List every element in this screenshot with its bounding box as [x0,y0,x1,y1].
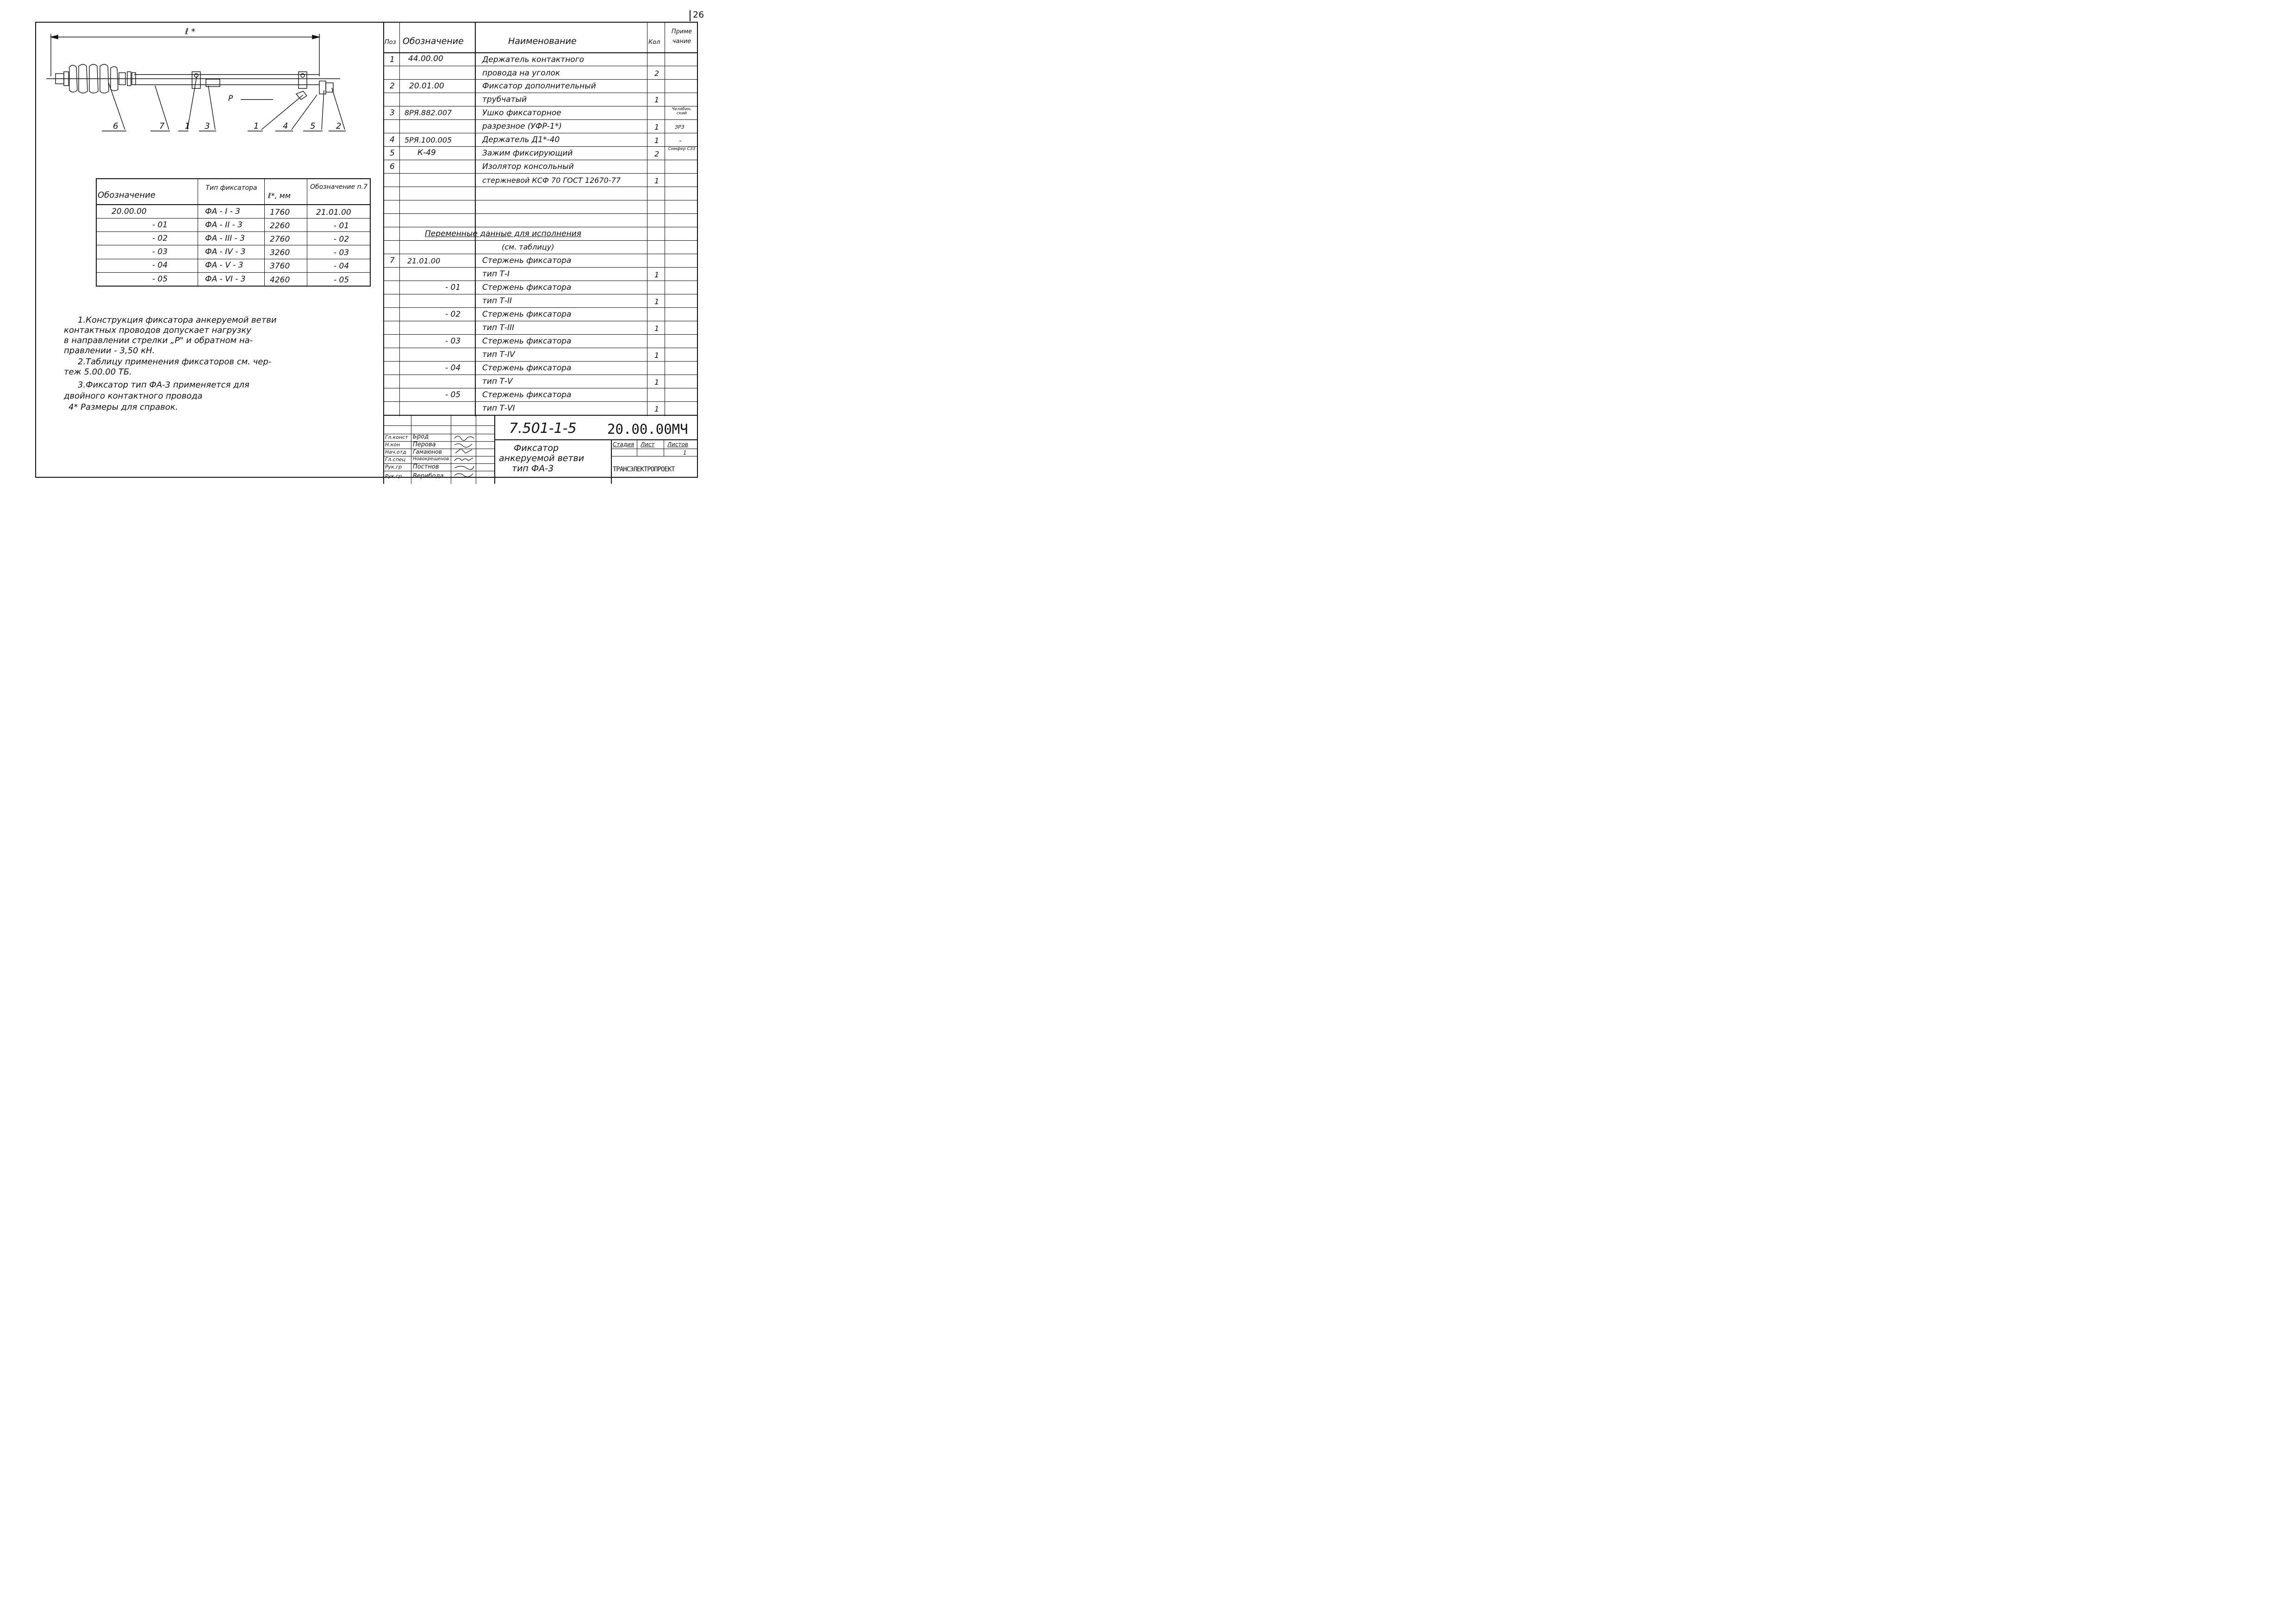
spec-r8-pos: 6 [390,162,395,171]
spec-r5-note: ЗРЗ [675,124,684,130]
vt-r2-c3: - 02 [334,235,349,244]
callout-7: 7 [159,121,165,131]
sheet-number-divider [690,10,691,21]
spec-r17-name: Стержень фиксатора [482,283,572,292]
spec-r19-name: Стержень фиксатора [482,310,572,319]
callout-5: 5 [310,121,316,131]
spec-r14-name: (см. таблицу) [502,243,554,251]
callout-1a: 1 [185,121,190,131]
spec-r18-name: тип Т-II [482,296,512,306]
vt-r1-c3: - 01 [334,221,349,231]
spec-header-qty: Кол [648,39,660,46]
spec-r6-name: Держатель Д1*-40 [482,135,560,144]
note-line-1: 1.Конструкция фиксатора анкеруемой ветви [78,315,277,325]
spec-r16-qty: 1 [654,270,660,279]
title-block [383,415,698,484]
title-name-3: тип ФА-3 [512,463,554,474]
spec-r22-qty: 1 [654,351,660,360]
signature-scribbles [452,433,476,483]
title-name-2: анкеруемой ветви [499,453,585,463]
vt-header-designation: Обозначение [98,190,156,200]
spec-r6-designation: 5РЯ.100.005 [404,136,452,144]
spec-r21-name: Стержень фиксатора [482,337,572,346]
spec-r15-designation: 21.01.00 [407,256,441,265]
spec-r5-name: разрезное (УФР-1*) [482,122,562,131]
spec-header-designation: Обозначение [403,36,464,46]
sig-role-2: Н.кон [385,442,400,448]
vt-r4-c1: ФА - V - 3 [205,261,243,270]
callout-1b: 1 [254,121,259,131]
spec-r15-pos: 7 [390,256,395,265]
sheet-number: 26 [693,10,704,20]
vt-header-rod: Обозначение п.7 [310,183,368,191]
spec-r17-designation: - 01 [445,283,461,292]
spec-r16-name: тип Т-I [482,269,510,279]
callout-2: 2 [336,121,342,131]
sig-name-1: Брод [413,433,429,440]
spec-r25-name: Стержень фиксатора [482,390,572,400]
spec-r13-name: Переменные данные для исполнения [425,229,581,238]
document-number: 20.00.00МЧ [607,421,688,437]
spec-r4-name: Ушко фиксаторное [482,108,561,118]
note-line-6: теж 5.00.00 ТБ. [64,367,132,377]
vt-r0-c0: 20.00.00 [112,207,147,216]
vt-r3-c0: - 03 [152,247,168,256]
vt-header-type: Тип фиксатора [205,184,257,192]
spec-r7-note: Симфер СЗЗ [668,147,696,151]
spec-r9-name: стержневой КСФ 70 ГОСТ 12670-77 [482,176,621,185]
vt-r3-c3: - 03 [334,248,349,257]
spec-header-note: Приме чание [671,28,692,45]
spec-r2-designation: 20.01.00 [409,81,444,91]
note-line-2: контактных проводов допускает нагрузку [64,325,251,335]
sig-role-6: Рук.гр [385,473,402,479]
vt-r2-c1: ФА - III - 3 [205,234,245,243]
callout-3: 3 [205,121,210,131]
spec-r6-note: „ [679,137,682,143]
note-line-5: 2.Таблицу применения фиксаторов см. чер- [78,357,272,367]
sig-name-5: Постнов [413,463,439,470]
spec-r2-name: Фиксатор дополнительный [482,81,596,91]
vt-r0-c2: 1760 [270,208,290,217]
spec-r8-name: Изолятор консольный [482,162,574,171]
vt-r4-c3: - 04 [334,262,349,271]
vt-header-length: ℓ*, мм [268,191,291,200]
spec-r5-qty: 1 [654,123,660,131]
organization: ТРАНСЭЛЕКТРОПРОЕКТ [613,466,675,473]
vt-r0-c1: ФА - I - 3 [205,207,240,216]
spec-r4-pos: 3 [390,108,395,118]
vt-r2-c0: - 02 [152,234,168,243]
sheet-label: Лист [641,441,655,448]
spec-r24-qty: 1 [654,378,660,387]
note-line-8: двойного контактного провода [64,391,203,401]
callout-4: 4 [283,121,288,131]
spec-r6-qty: 1 [654,136,660,145]
variants-table [96,178,371,287]
vt-r5-c2: 4260 [270,275,290,285]
spec-r1-name: провода на уголок [482,69,560,78]
spec-r1-qty: 2 [654,69,660,78]
callout-6: 6 [113,121,118,131]
vt-r1-c2: 2260 [270,221,290,231]
sig-name-6: Верибода [413,473,444,480]
vt-r4-c2: 3760 [270,262,290,271]
spec-r7-name: Зажим фиксирующий [482,149,573,158]
vt-r5-c0: - 05 [152,275,168,284]
spec-r3-name: трубчатый [482,95,527,104]
vt-r1-c0: - 01 [152,220,168,230]
spec-r7-pos: 5 [390,149,395,158]
spec-r26-qty: 1 [654,405,660,413]
frame-left [35,22,36,478]
spec-r4-note: Челябин. ский [672,107,692,116]
sig-role-4: Гл.спец [385,456,406,462]
sig-role-5: Рук.гр [385,464,402,470]
specification-table [383,22,698,416]
title-name-1: Фиксатор [514,443,559,453]
sheets-label: Листов [667,441,688,448]
spec-r20-name: тип Т-III [482,323,515,332]
vt-r5-c3: - 05 [334,275,349,285]
spec-r7-designation: К-49 [417,148,436,157]
spec-r3-qty: 1 [654,95,660,104]
spec-r25-designation: - 05 [445,390,461,400]
note-line-9: 4* Размеры для справок. [68,402,178,412]
vt-r4-c0: - 04 [152,261,168,270]
spec-r23-name: Стержень фиксатора [482,363,572,373]
spec-r7-qty: 2 [654,150,660,158]
spec-r19-designation: - 02 [445,310,461,319]
fixator-drawing [44,25,349,141]
spec-r24-name: тип Т-V [482,377,513,386]
vt-r1-c1: ФА - II - 3 [205,220,243,230]
vt-r5-c1: ФА - VI - 3 [205,275,246,284]
stage-label: Стадия [613,441,635,448]
spec-r20-qty: 1 [654,324,660,333]
sheets-value: 1 [683,450,687,456]
spec-r15-name: Стержень фиксатора [482,256,572,265]
vt-r0-c3: 21.01.00 [316,208,351,217]
spec-r21-designation: - 03 [445,337,461,346]
spec-r0-designation: 44.00.00 [408,54,443,63]
sig-name-2: Перова [413,441,436,448]
dimension-label: ℓ * [185,27,196,37]
spec-r0-pos: 1 [390,55,395,64]
force-label: P [228,94,233,103]
vt-r2-c2: 2760 [270,235,290,244]
spec-r18-qty: 1 [654,297,660,306]
spec-r0-name: Держатель контактного [482,55,585,64]
spec-r6-pos: 4 [390,135,395,144]
spec-r9-qty: 1 [654,176,660,185]
sig-role-1: Гл.конст [385,434,408,440]
note-line-3: в направлении стрелки „Р" и обратном на- [64,336,253,345]
sig-name-4: Новокрещенов [413,456,449,462]
spec-r2-pos: 2 [390,81,395,91]
note-line-4: правлении - 3,50 кН. [64,346,155,356]
spec-r26-name: тип Т-VI [482,404,515,413]
spec-r4-designation: 8РЯ.882.007 [404,108,452,117]
sig-name-3: Гамаюнов [413,449,442,455]
sig-role-3: Нач.отд [385,449,406,455]
vt-r3-c1: ФА - IV - 3 [205,247,246,256]
vt-r3-c2: 3260 [270,248,290,257]
drawing-code: 7.501-1-5 [509,420,577,437]
spec-r23-designation: - 04 [445,363,461,373]
spec-header-pos: Поз [385,39,396,46]
spec-header-name: Наименование [508,36,577,46]
spec-r22-name: тип Т-IV [482,350,515,359]
note-line-7: 3.Фиксатор тип ФА-3 применяется для [78,380,249,390]
